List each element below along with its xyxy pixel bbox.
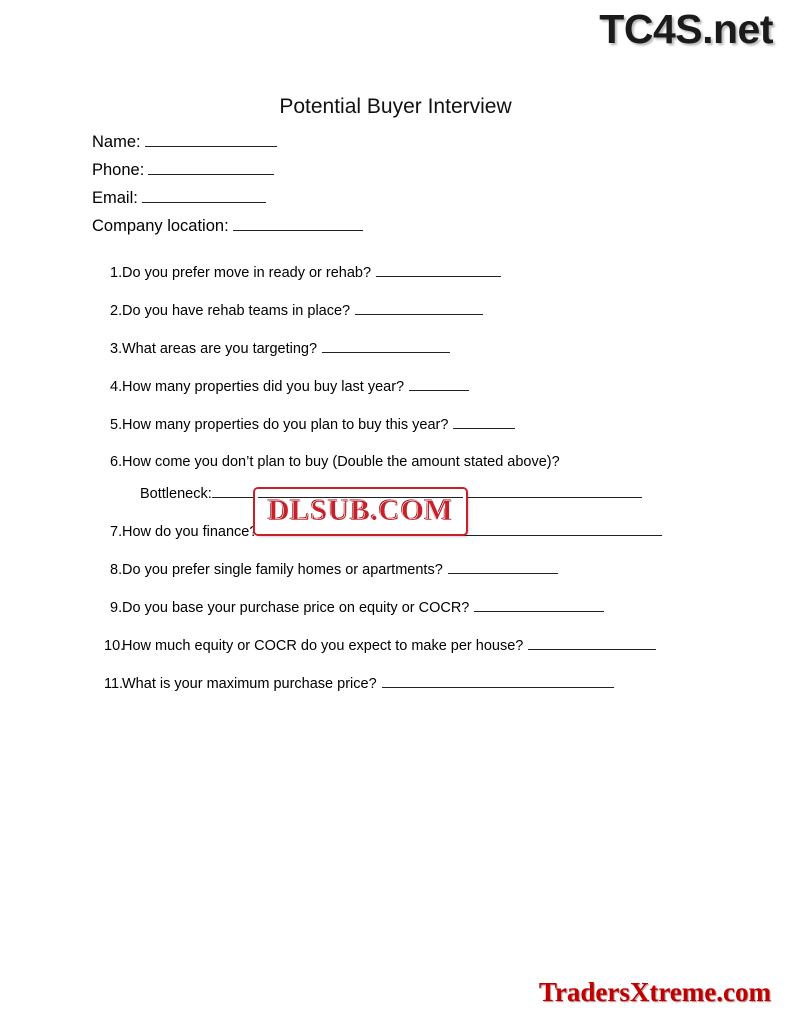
field-blank[interactable] bbox=[233, 216, 363, 231]
answer-blank[interactable] bbox=[382, 674, 614, 688]
page-title: Potential Buyer Interview bbox=[279, 95, 512, 118]
list-item bbox=[92, 598, 702, 617]
question-number: 10. bbox=[104, 638, 125, 654]
field-row bbox=[92, 128, 363, 156]
list-item bbox=[92, 636, 702, 655]
question-text: How do you finance? bbox=[122, 524, 258, 540]
question-text: What areas are you targeting? bbox=[122, 341, 318, 357]
list-item bbox=[92, 339, 702, 358]
watermark-bottom-right: TradersXtreme.com bbox=[538, 977, 771, 1007]
question-text: Do you have rehab teams in place? bbox=[122, 303, 351, 319]
field-blank[interactable] bbox=[145, 132, 277, 147]
question-text: Do you prefer single family homes or apartments? bbox=[122, 562, 443, 578]
question-number: 5. bbox=[110, 417, 123, 433]
list-item bbox=[92, 560, 702, 579]
field-row bbox=[92, 184, 363, 212]
field-row bbox=[92, 156, 363, 184]
contact-fields bbox=[92, 128, 363, 240]
field-label: Phone: bbox=[92, 161, 145, 179]
bottleneck-label: Bottleneck: bbox=[140, 486, 212, 502]
question-text: How much equity or COCR do you expect to make per house? bbox=[122, 638, 524, 654]
question-number: 11. bbox=[104, 676, 124, 692]
field-blank[interactable] bbox=[148, 160, 274, 175]
list-item bbox=[92, 263, 702, 282]
list-item bbox=[92, 674, 702, 693]
answer-blank[interactable] bbox=[528, 636, 656, 650]
field-label: Email: bbox=[92, 189, 138, 207]
list-item bbox=[92, 415, 702, 434]
list-item bbox=[92, 377, 702, 396]
question-text: Do you base your purchase price on equity or COCR? bbox=[122, 600, 470, 616]
question-text: How many properties did you buy last year? bbox=[122, 379, 405, 395]
question-number: 3. bbox=[110, 341, 123, 357]
question-number: 4. bbox=[110, 379, 123, 395]
question-text: What is your maximum purchase price? bbox=[122, 676, 377, 692]
question-number: 2. bbox=[110, 303, 123, 319]
answer-blank[interactable] bbox=[355, 301, 483, 315]
field-row bbox=[92, 212, 363, 240]
watermark-center-stamp: DLSUB.COM bbox=[255, 489, 466, 534]
question-text: How come you don’t plan to buy (Double the amount stated above)? bbox=[122, 454, 560, 470]
question-text: Do you prefer move in ready or rehab? bbox=[122, 265, 372, 281]
field-blank[interactable] bbox=[142, 188, 266, 203]
question-number: 1. bbox=[110, 265, 123, 281]
answer-blank[interactable] bbox=[474, 598, 604, 612]
answer-blank[interactable] bbox=[376, 263, 501, 277]
watermark-top-right: TC4S.net bbox=[599, 6, 773, 52]
question-number: 6. bbox=[110, 454, 123, 470]
answer-blank[interactable] bbox=[409, 377, 469, 391]
question-text: How many properties do you plan to buy this year? bbox=[122, 417, 449, 433]
question-number: 8. bbox=[110, 562, 123, 578]
answer-blank[interactable] bbox=[322, 339, 450, 353]
question-list bbox=[92, 263, 702, 712]
list-item bbox=[92, 453, 702, 471]
answer-blank[interactable] bbox=[448, 560, 558, 574]
field-label: Name: bbox=[92, 133, 141, 151]
question-number: 9. bbox=[110, 600, 123, 616]
list-item bbox=[92, 301, 702, 320]
answer-blank[interactable] bbox=[453, 415, 515, 429]
question-number: 7. bbox=[110, 524, 123, 540]
field-label: Company location: bbox=[92, 217, 229, 235]
